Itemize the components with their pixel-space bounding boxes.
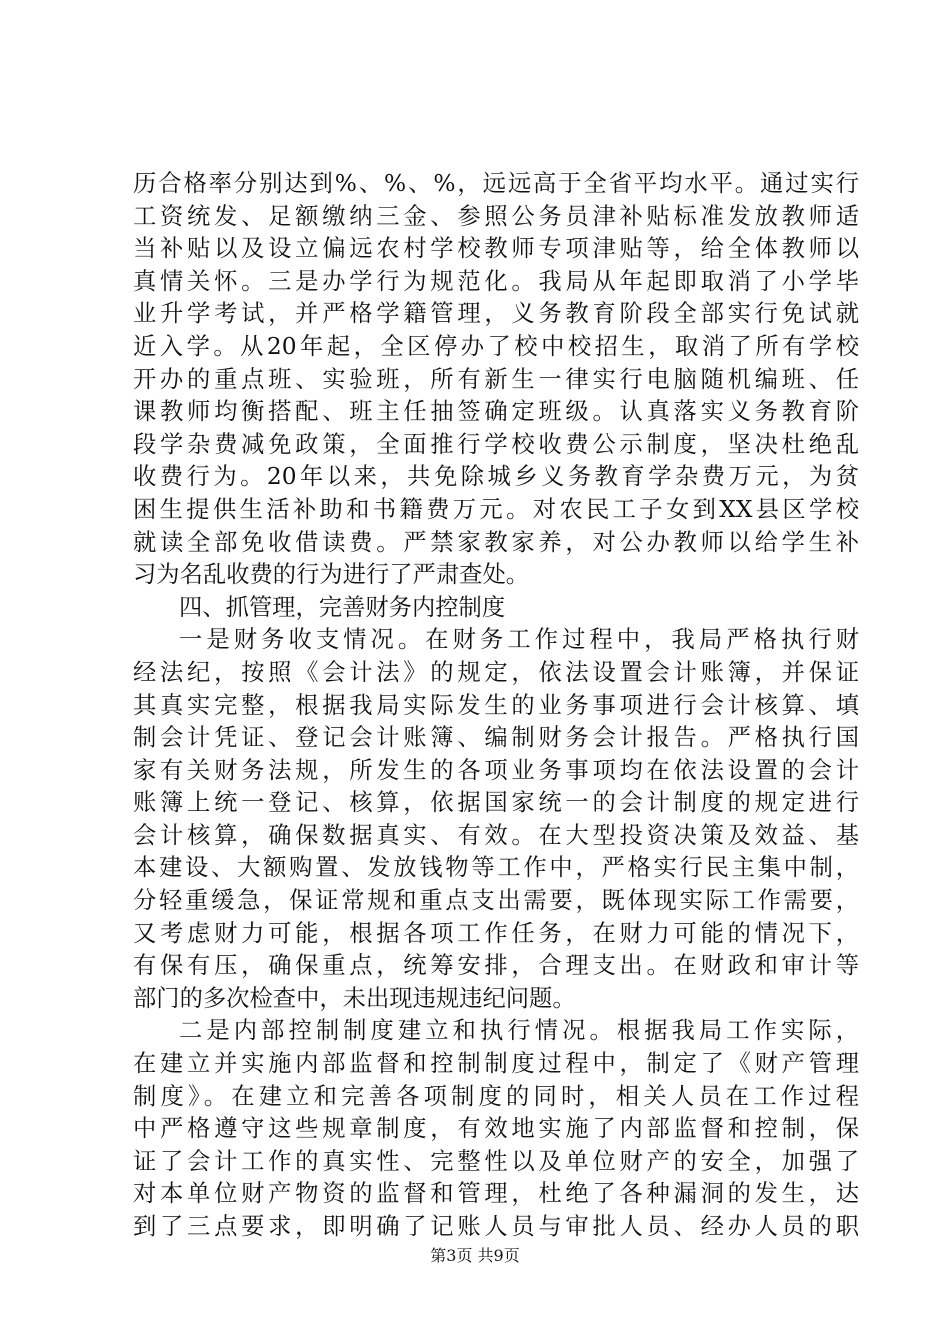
text-line: 经法纪，按照《会计法》的规定，依法设置会计账簿，并保证 [133,658,859,686]
page-footer: 第3页 共9页 [430,1246,520,1265]
text-line: 就读全部免收借读费。严禁家教家养，对公办教师以给学生补 [133,528,859,556]
text-line: 业升学考试，并严格学籍管理，义务教育阶段全部实行免试就 [133,300,859,328]
text-line: 工资统发、足额缴纳三金、参照公务员津补贴标准发放教师适 [133,202,859,230]
text-line: 账簿上统一登记、核算，依据国家统一的会计制度的规定进行 [133,789,859,817]
text-line: 二是内部控制制度建立和执行情况。根据我局工作实际， [179,1017,859,1045]
text-line: 习为名乱收费的行为进行了严肃查处。 [133,561,530,589]
text-line: 中严格遵守这些规章制度，有效地实施了内部监督和控制，保 [133,1115,859,1143]
text-line: 家有关财务法规，所发生的各项业务事项均在依法设置的会计 [133,756,859,784]
text-line: 一是财务收支情况。在财务工作过程中，我局严格执行财 [179,626,859,654]
text-line: 当补贴以及设立偏远农村学校教师专项津贴等，给全体教师以 [133,235,859,263]
text-line: 制会计凭证、登记会计账簿、编制财务会计报告。严格执行国 [133,724,859,752]
text-line: 收费行为。20年以来，共免除城乡义务教育学杂费万元，为贫 [133,463,859,491]
text-line: 有保有压，确保重点，统筹安排，合理支出。在财政和审计等 [133,952,859,980]
text-line: 对本单位财产物资的监督和管理，杜绝了各种漏洞的发生，达 [133,1180,859,1208]
text-line: 其真实完整，根据我局实际发生的业务事项进行会计核算、填 [133,691,859,719]
body-text [133,168,859,1244]
text-line: 部门的多次检查中，未出现违规违纪问题。 [133,984,576,1012]
text-line: 近入学。从20年起，全区停办了校中校招生，取消了所有学校 [133,332,859,360]
text-line: 段学杂费减免政策，全面推行学校收费公示制度，坚决杜绝乱 [133,430,859,458]
text-line: 真情关怀。三是办学行为规范化。我局从年起即取消了小学毕 [133,267,859,295]
text-line: 到了三点要求，即明确了记账人员与审批人员、经办人员的职 [133,1213,859,1240]
text-line: 困生提供生活补助和书籍费万元。对农民工子女到XX县区学校 [133,495,859,523]
text-line: 本建设、大额购置、发放钱物等工作中，严格实行民主集中制， [133,854,859,882]
text-line: 证了会计工作的真实性、完整性以及单位财产的安全，加强了 [133,1147,859,1175]
text-line: 会计核算，确保数据真实、有效。在大型投资决策及效益、基 [133,821,859,849]
text-line: 在建立并实施内部监督和控制制度过程中，制定了《财产管理 [133,1050,859,1078]
text-line: 分轻重缓急，保证常规和重点支出需要，既体现实际工作需要， [133,887,859,915]
text-line: 历合格率分别达到%、%、%，远远高于全省平均水平。通过实行 [133,170,859,197]
text-line: 又考虑财力可能，根据各项工作任务，在财力可能的情况下， [133,919,859,947]
text-line: 课教师均衡搭配、班主任抽签确定班级。认真落实义务教育阶 [133,398,859,426]
section-heading: 四、抓管理，完善财务内控制度 [179,593,506,621]
text-line: 开办的重点班、实验班，所有新生一律实行电脑随机编班、任 [133,365,859,393]
text-line: 制度》。在建立和完善各项制度的同时，相关人员在工作过程 [133,1082,859,1110]
